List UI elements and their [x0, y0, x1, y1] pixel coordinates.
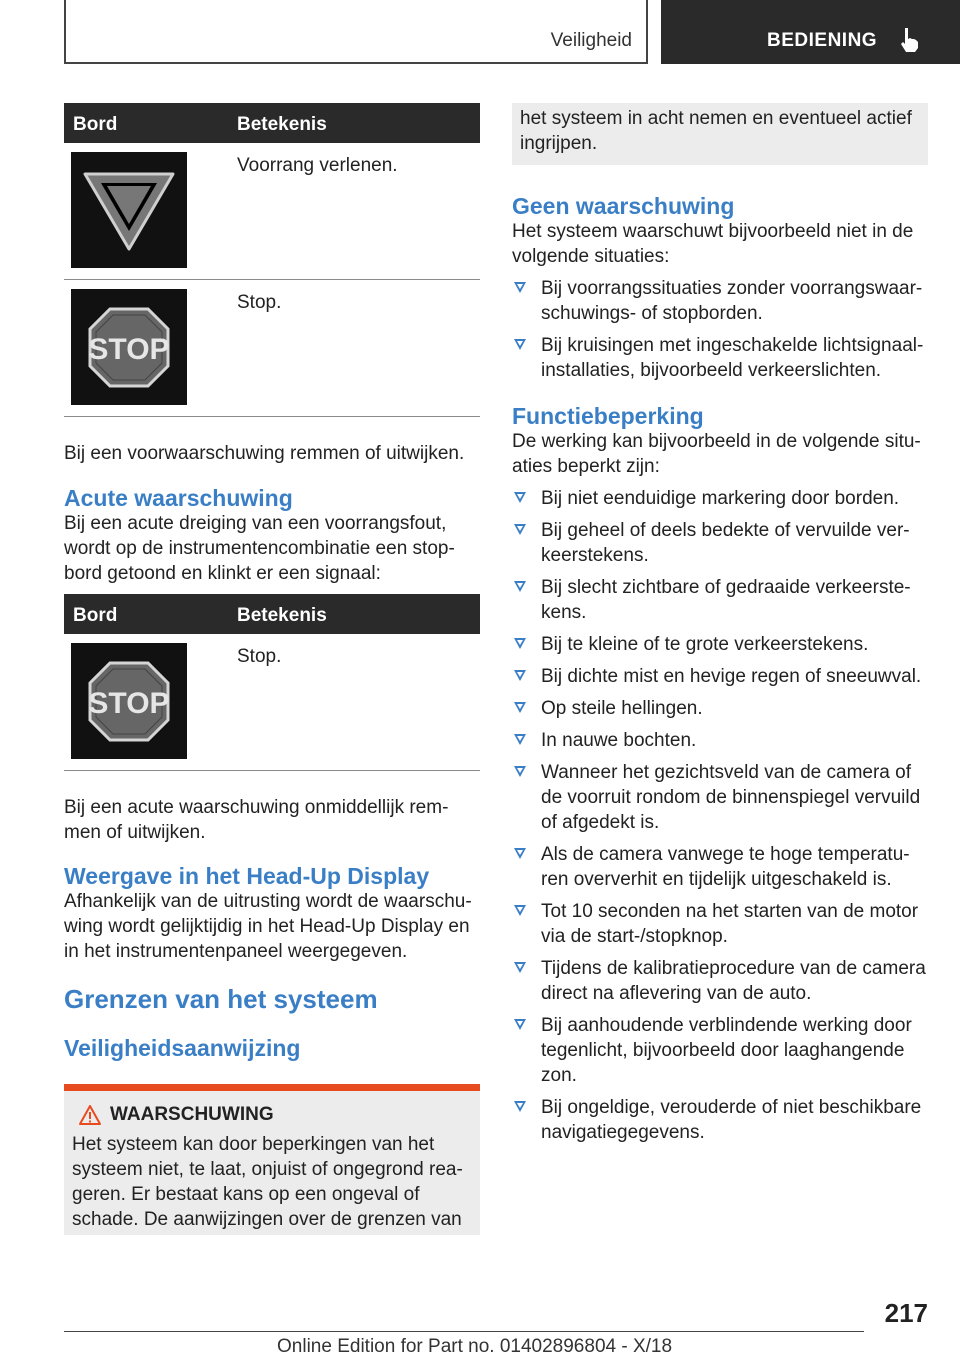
- sign-table-1: [64, 103, 480, 417]
- list-item-text: Bij aanhoudende verblindende werking door tegenlicht, bijvoorbeeld door laaghangende zon.: [541, 1015, 912, 1086]
- section-heading: Functiebeperking: [512, 403, 704, 429]
- list-item-text: In nauwe bochten.: [541, 730, 697, 751]
- stop-sign-icon: [71, 289, 187, 405]
- list-item-text: Bij voorrangssituaties zonder voorrangswaar-schuwings- of stopborden.: [541, 278, 923, 324]
- list-item: [512, 632, 928, 657]
- paragraph: Het systeem waarschuwt bijvoorbeeld niet in de volgende situaties:: [512, 221, 914, 267]
- table-row: [64, 634, 480, 771]
- col-header-sign: Bord: [73, 605, 118, 626]
- list-item: [512, 760, 928, 835]
- section-title: Veiligheid: [550, 30, 632, 51]
- function-limit-list: [512, 486, 928, 1145]
- warning-bar: [64, 1084, 480, 1091]
- col-header-sign: Bord: [73, 114, 118, 135]
- table-row: [64, 143, 480, 280]
- bullet-triangle-icon: [514, 670, 526, 681]
- paragraph: De werking kan bijvoorbeeld in de volgende situ-aties beperkt zijn:: [512, 431, 921, 477]
- list-item-text: Bij ongeldige, verouderde of niet beschikbare navigatiegegevens.: [541, 1097, 922, 1143]
- list-item: [512, 899, 928, 949]
- list-item-text: Bij geheel of deels bedekte of vervuilde ver-keerstekens.: [541, 520, 910, 566]
- bullet-triangle-icon: [514, 734, 526, 745]
- list-item: [512, 333, 928, 383]
- bullet-triangle-icon: [514, 524, 526, 535]
- list-item: [512, 1013, 928, 1088]
- warning-body: [64, 1091, 480, 1235]
- warning-text: Het systeem kan door beperkingen van het systeem niet, te laat, onjuist of ongegrond rea-geren. Er bestaat kans op een ongeval of schade. De aanwijzingen over de grenzen van: [72, 1134, 463, 1230]
- list-item-text: Bij dichte mist en hevige regen of sneeuwval.: [541, 666, 922, 687]
- paragraph: Bij een voorwaarschuwing remmen of uitwijken.: [64, 443, 465, 464]
- bullet-triangle-icon: [514, 339, 526, 350]
- section-heading: Veiligheidsaanwijzing: [64, 1035, 301, 1061]
- col-header-meaning: Betekenis: [237, 605, 327, 626]
- chapter-heading: Grenzen van het systeem: [64, 984, 378, 1014]
- stop-sign-icon: [71, 643, 187, 759]
- bullet-triangle-icon: [514, 638, 526, 649]
- right-column: [512, 103, 928, 1152]
- stop-sign-text: STOP: [88, 333, 170, 366]
- list-item: [512, 728, 928, 753]
- list-item: [512, 518, 928, 568]
- section-heading: Acute waarschuwing: [64, 485, 293, 511]
- bullet-triangle-icon: [514, 905, 526, 916]
- bullet-triangle-icon: [514, 282, 526, 293]
- table-header: [64, 103, 480, 143]
- table-row: [64, 280, 480, 417]
- list-item-text: Tijdens de kalibratieprocedure van de camera direct na aflevering van de auto.: [541, 958, 926, 1004]
- bullet-triangle-icon: [514, 962, 526, 973]
- paragraph: Bij een acute dreiging van een voorrangsfout, wordt op de instrumentencombinatie een stop-bord getoond en klinkt er een signaal:: [64, 513, 455, 584]
- left-column: [64, 103, 480, 1235]
- warning-triangle-icon: [78, 1104, 102, 1126]
- bullet-triangle-icon: [514, 1101, 526, 1112]
- warning-continued-box: [512, 103, 928, 165]
- header-section-box: [64, 0, 648, 64]
- bullet-triangle-icon: [514, 581, 526, 592]
- list-item: [512, 696, 928, 721]
- paragraph: Bij een acute waarschuwing onmiddellijk rem-men of uitwijken.: [64, 797, 449, 843]
- list-item: [512, 664, 928, 689]
- list-item: [512, 1095, 928, 1145]
- chapter-tab[interactable]: [661, 0, 960, 64]
- paragraph: Afhankelijk van de uitrusting wordt de waarschu-wing wordt gelijktijdig in het Head-Up Display en in het instrumentenpaneel weergegeven.: [64, 891, 472, 962]
- list-item-text: Bij slecht zichtbare of gedraaide verkeerste-kens.: [541, 577, 911, 623]
- stop-sign-text: STOP: [88, 687, 170, 720]
- page-number: 217: [884, 1298, 928, 1328]
- warning-continued-text: het systeem in acht nemen en eventueel actief ingrijpen.: [520, 108, 912, 154]
- sign-meaning: Stop.: [237, 292, 282, 313]
- section-heading: Geen waarschuwing: [512, 193, 735, 219]
- bullet-triangle-icon: [514, 1019, 526, 1030]
- list-item-text: Wanneer het gezichtsveld van de camera of de voorruit rondom de binnenspiegel vervuild of afgedekt is.: [541, 762, 921, 833]
- list-item: [512, 842, 928, 892]
- sign-meaning: Stop.: [237, 646, 282, 667]
- sign-table-2: [64, 594, 480, 771]
- pointing-hand-icon: [897, 26, 921, 59]
- no-warning-list: [512, 276, 928, 383]
- list-item-text: Op steile hellingen.: [541, 698, 703, 719]
- footer-divider: [64, 1331, 864, 1332]
- bullet-triangle-icon: [514, 766, 526, 777]
- list-item-text: Bij niet eenduidige markering door borden.: [541, 488, 900, 509]
- sign-meaning: Voorrang verlenen.: [237, 155, 398, 176]
- bullet-triangle-icon: [514, 848, 526, 859]
- list-item-text: Bij kruisingen met ingeschakelde lichtsignaal-installaties, bijvoorbeeld verkeerslichten.: [541, 335, 924, 381]
- list-item: [512, 575, 928, 625]
- warning-box: [64, 1084, 480, 1235]
- list-item: [512, 276, 928, 326]
- col-header-meaning: Betekenis: [237, 114, 327, 135]
- section-heading: Weergave in het Head-Up Display: [64, 863, 430, 889]
- bullet-triangle-icon: [514, 702, 526, 713]
- edition-text: Online Edition for Part no. 01402896804 - X/18: [277, 1336, 673, 1357]
- list-item-text: Bij te kleine of te grote verkeerstekens.: [541, 634, 869, 655]
- yield-sign-icon: [71, 152, 187, 268]
- list-item-text: Tot 10 seconden na het starten van de motor via de start-/stopknop.: [541, 901, 919, 947]
- bullet-triangle-icon: [514, 492, 526, 503]
- list-item-text: Als de camera vanwege te hoge temperatu-ren oververhit en tijdelijk uitgeschakeld is.: [541, 844, 910, 890]
- chapter-title: BEDIENING: [767, 30, 878, 51]
- warning-title: WAARSCHUWING: [110, 1104, 274, 1125]
- list-item: [512, 956, 928, 1006]
- table-header: [64, 594, 480, 634]
- list-item: [512, 486, 928, 511]
